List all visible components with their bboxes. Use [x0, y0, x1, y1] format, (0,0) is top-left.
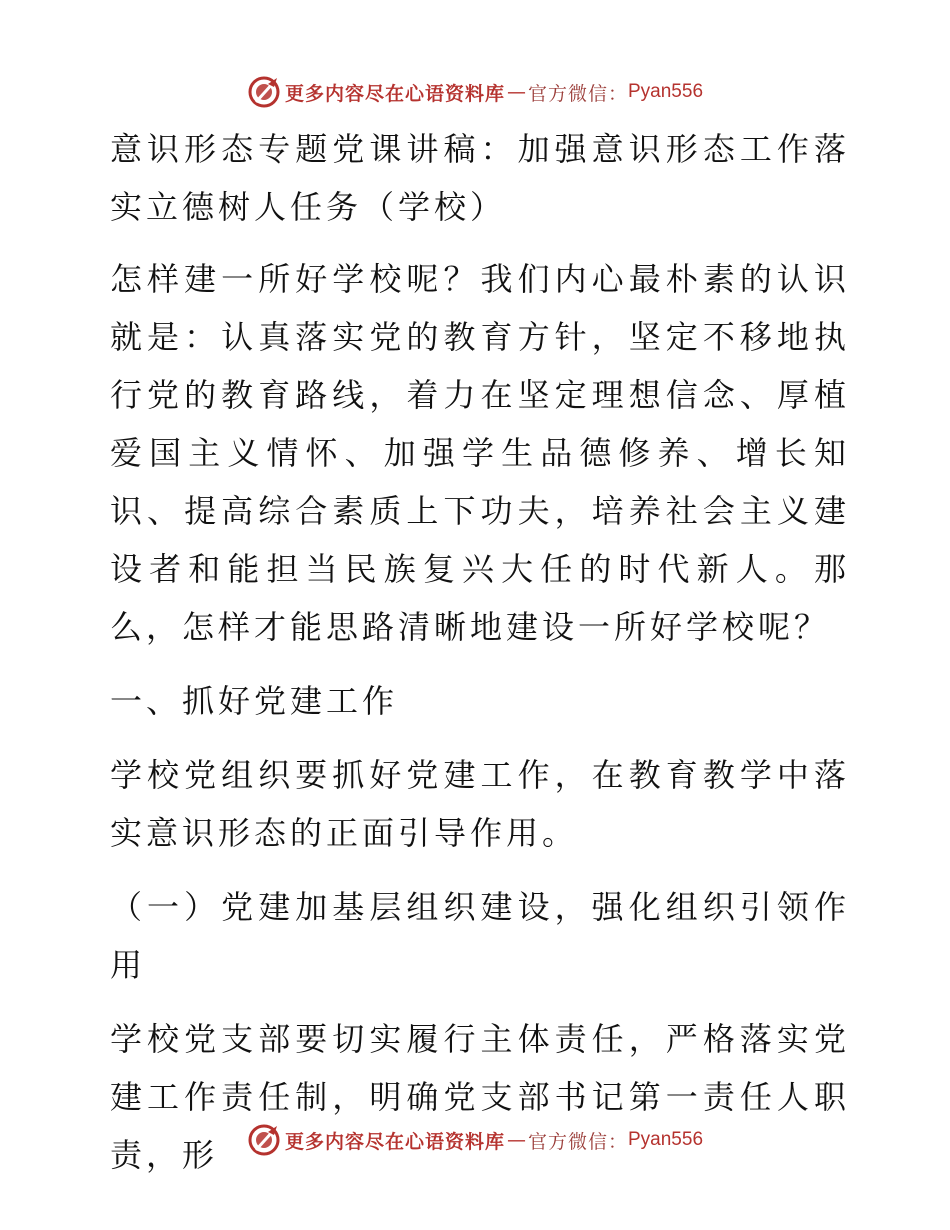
banner-wechat-id: Pyan556 [628, 81, 704, 102]
banner-wechat-id: Pyan556 [628, 1129, 704, 1150]
header-watermark-banner [0, 70, 950, 114]
banner-wechat-label: 官方微信： [527, 82, 628, 105]
banner-main-text: 更多内容尽在心语资料库 [284, 82, 505, 105]
section-heading-1: 一、抓好党建工作 [110, 682, 399, 720]
document-title: 意识形态专题党课讲稿：加强意识形态工作落实立德树人任务（学校） [110, 130, 850, 226]
banner-main-text: 更多内容尽在心语资料库 [284, 1130, 505, 1153]
footer-watermark-banner [0, 1118, 950, 1162]
pen-logo-icon [247, 75, 281, 109]
banner-separator: — [506, 81, 526, 103]
paragraph-3: 学校党支部要切实履行主体责任，严格落实党建工作责任制，明确党支部书记第一责任人职责，形 [110, 1020, 850, 1174]
banner-separator: — [506, 1129, 526, 1151]
subsection-heading-1: （一）党建加基层组织建设，强化组织引领作用 [110, 888, 850, 984]
paragraph-2: 学校党组织要抓好党建工作，在教育教学中落实意识形态的正面引导作用。 [110, 756, 850, 852]
document-body [98, 120, 850, 1200]
paragraph-1: 怎样建一所好学校呢？我们内心最朴素的认识就是：认真落实党的教育方针，坚定不移地执行党的教育路线，着力在坚定理想信念、厚植爱国主义情怀、加强学生品德修养、增长知识、提高综合素质上下功夫，培养社会主义建设者和能担当民族复兴大任的时代新人。那么，怎样才能思路清晰地建设一所好学校呢？ [110, 260, 850, 646]
pen-logo-icon [247, 1123, 281, 1157]
banner-wechat-label: 官方微信： [527, 1130, 628, 1153]
